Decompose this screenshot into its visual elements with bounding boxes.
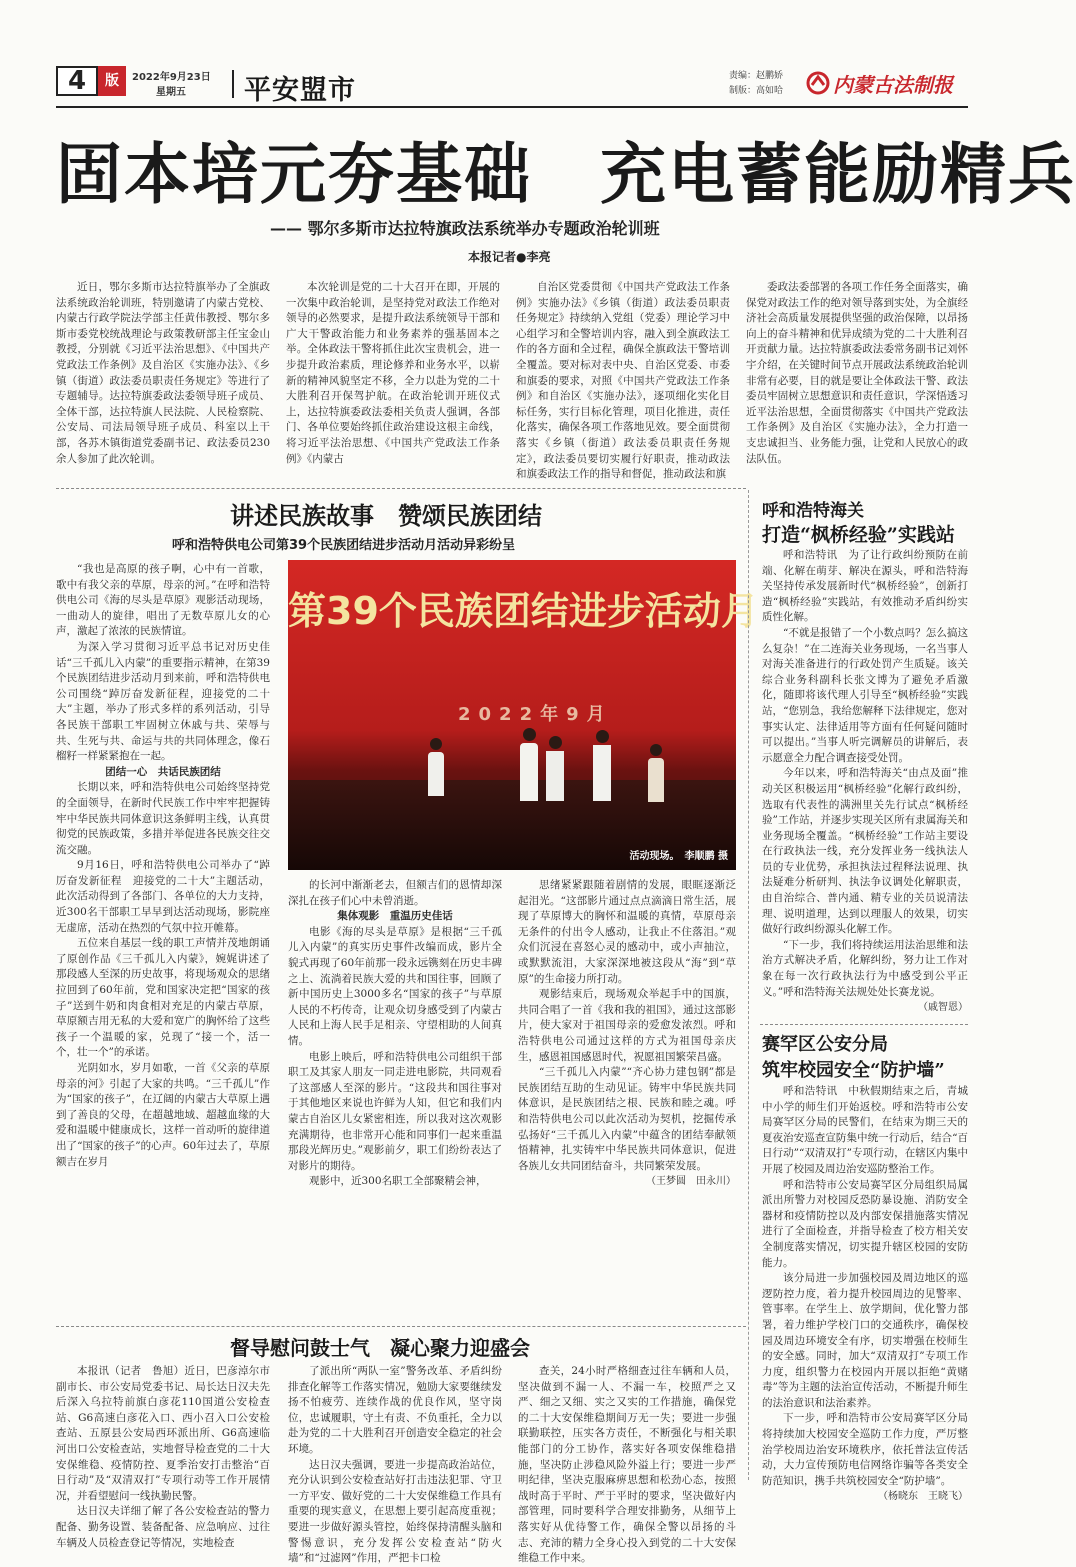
paragraph: “三千孤儿入内蒙”“齐心协力建包钢”都是民族团结互助的生动见证。铸牢中华民族共同体意识，是民族团结之根、民族和睦之魂。呼和浩特供电公司以此次活动为契机，挖掘传承弘扬好“三千孤儿入内蒙”中蕴含的团结奉献领悟精神，扎实铸牢中华民族共同体意识，促进各族儿女共同团结奋斗，共同繁荣发展。	[518, 1066, 736, 1172]
story3-signature: （戚智恩）	[918, 1002, 968, 1014]
story2-col-3	[518, 878, 736, 1318]
paragraph: 达日汉夫详细了解了各公安检查站的警力配备、勤务设置、装备配备、应急响应、过往车辆及人员检查登记等情况，实地检查	[56, 1505, 270, 1549]
performer	[520, 728, 538, 808]
issue-weekday: 星期五	[156, 87, 186, 98]
ban-label: 版	[105, 73, 119, 89]
story3-headline-2: 打造“枫桥经验”实践站	[762, 524, 955, 546]
story4-signature: （杨晓东 王晓飞）	[878, 1491, 968, 1503]
paragraph: 本次轮训是党的二十大召开在即，开展的一次集中政治轮训，是坚持党对政法工作绝对领导的必然要求，是提升政法系统领导干部和广大干警政治能力和业务素养的强基固本之举。全体政法干警将抓住此次宝贵机会，进一步提升政治素质，理论修养和业务水平，以崭新的精神风貌坚定不移，全力以赴为党的二十大胜利召开保驾护航。在政治轮训开班仪式上，达拉特旗委政法委相关负责人强调，各部门、各单位要始终抓住政治建设这根主命线，将习近平法治思想、《中国共产党政法工作条例》《内蒙古	[286, 281, 500, 465]
page-number-box	[56, 66, 98, 96]
photo-year: 2022年9月	[458, 704, 613, 725]
paragraph: 本报讯（记者 鲁旭）近日，巴彦淖尔市副市长、市公安局党委书记、局长达日汉夫先后深入乌拉特前旗白彦花110国道公安检查站、G6高速白彦花入口、西小召入口公安检查站、五原县公安局西环派出所、G6高速临河出口公安检查站，实地督导检查党的二十大安保维稳、疫情防控、夏季治安打击整治“百日行动”及“双清双打”专项行动等工作开展情况，并看望慰问一线执勤民警。	[56, 1365, 270, 1502]
paragraph: 自治区党委贯彻《中国共产党政法工作条例》实施办法》《乡镇（街道）政法委员职责任务规定》持续纳入党组（党委）理论学习中心组学习和全警培训内容，融入到全旗政法工作的各方面和全过程，确保全旗政法干警培训全覆盖。要对标对表中央、自治区党委、市委和旗委的要求，对照《中国共产党政法工作条例》和自治区《实施办法》，逐项细化实化目标任务，实行目标化管理，项目化推进，责任化落实，确保各项工作落地见效。要全面贯彻落实《乡镇（街道）政法委员职责任务规定》，政法委员要切实履行好职责，推动政法和旗委政法工作的指导和督促，推动政法和旗	[516, 281, 730, 481]
section-divider	[232, 70, 234, 98]
photo-banner: 第39个民族团结进步活动月	[288, 589, 759, 633]
story2-signature: （王梦圆 田永川）	[646, 1176, 736, 1188]
story5-col-3	[518, 1364, 736, 1565]
paragraph: 9月16日，呼和浩特供电公司举办了“踔厉奋发新征程 迎接党的二十大”主题活动，此次活动得到了各部门、各单位的大力支持，近300名干部职工早早到达活动现场，影院座无虚席，活动在热烈的气氛中拉开帷幕。	[56, 859, 270, 934]
lead-col-3	[516, 280, 730, 480]
paper-logo	[806, 68, 976, 98]
paragraph: 长期以来，呼和浩特供电公司始终坚持党的全面领导，在新时代民族工作中牢牢把握铸牢中华民族共同体意识这条鲜明主线，认真贯彻党的民族政策，多措并举促进各民族交往交流交融。	[56, 781, 270, 856]
story3-body	[762, 548, 968, 1018]
paragraph: “我也是高原的孩子啊，心中有一首歌，歌中有我父亲的草原，母亲的河。”在呼和浩特供电公司《海的尽头是草原》观影活动现场，一曲动人的旋律，唱出了无数草原儿女的心声，激起了浓浓的民族情谊。	[56, 563, 270, 638]
performer	[593, 730, 611, 806]
paragraph: 该分局进一步加强校园及周边地区的巡逻防控力度，着力提升校园周边的见警率、管事率。在学生上、放学期间，优化警力部署，着力维护学校门口的交通秩序，确保校园及周边环境安全有序，切实增强在校师生的安全感。同时，加大“双清双打”专项工作力度，组织警力在校园内开展以拒绝“黄赌毒”等为主题的法治宣传活动，不断提升师生的法治意识和法治素养。	[762, 1272, 968, 1409]
issue-date: 2022年9月23日	[132, 72, 211, 83]
paragraph: 电影上映后，呼和浩特供电公司组织干部职工及其家人朋友一同走进电影院，共同观看了这部感人至深的影片。“这段共和国往事对于其他地区来说也许鲜为人知，但它和我们内蒙古自治区儿女紧密相连，所以我对这次观影充满期待，也非常开心能和同事们一起来重温那段光辉历史。”观影前夕，职工们纷纷表达了对影片的期待。	[288, 1050, 502, 1172]
paragraph: 下一步，呼和浩特市公安局赛罕区分局将持续加大校园安全巡防工作力度，严厉整治学校周边治安环境秩序，依托普法宣传活动，大力宣传预防电信网络诈骗等各类安全防范知识，携手共筑校园安全“防护墙”。	[762, 1412, 968, 1487]
story5-col-2	[288, 1364, 502, 1565]
producer-credit: 制版：高如哈	[729, 86, 784, 96]
editor-credit: 责编：赵鹏娇	[729, 71, 784, 81]
paragraph: 近日，鄂尔多斯市达拉特旗举办了全旗政法系统政治轮训班，特别邀请了内蒙古党校、内蒙古行政学院法学部主任黄伟教授、鄂尔多斯市委党校统战理论与政策教研部主任宝金山教授，分别就《习近平法治思想》、《中国共产党政法工作条例》及自治区《实施办法》、《乡镇（街道）政法委员职责任务规定》等进行了专题辅导。达拉特旗委政法委领导班子成员、全体干部，达拉特旗人民法院、人民检察院、公安局、司法局领导班子成员、科室以上干部，各苏木镇街道党委副书记、政法委员230余人参加了此次轮训。	[56, 281, 270, 465]
paragraph: 呼和浩特讯 为了让行政纠纷预防在前端、化解在萌芽、解决在源头，呼和浩特海关坚持传承发展新时代“枫桥经验”，创新打造“枫桥经验”实践站，有效推动矛盾纠纷实质性化解。	[762, 549, 968, 624]
story2-headline: 讲述民族故事 赞颂民族团结	[230, 501, 542, 530]
story5-headline: 督导慰问鼓士气 凝心聚力迎盛会	[230, 1336, 530, 1360]
paragraph: “下一步，我们将持续运用法治思维和法治方式解决矛盾，化解纠纷，努力让工作对象在每一次行政执法行为中感受到公平正义。”呼和浩特海关法规处处长赛龙说。	[762, 938, 968, 998]
paragraph: 观影结束后，现场观众举起手中的国旗，共同合唱了一首《我和我的祖国》，通过这部影片，使大家对于祖国母亲的爱愈发浓烈。呼和浩特供电公司通过这样的方式为祖国母亲庆生，感恩祖国感恩时代，祝愿祖国繁荣昌盛。	[518, 988, 736, 1063]
paragraph: 的长河中渐渐老去，但额吉们的恩情却深深扎在孩子们心中未曾消逝。	[288, 879, 502, 907]
event-photo	[288, 560, 759, 870]
paragraph: 达日汉夫强调，要进一步提高政治站位，充分认识到公安检查站好打击违法犯罪、守卫一方平安、做好党的二十大安保维稳工作具有重要的现实意义，在思想上要引起高度重视；要进一步做好源头管控，始终保持清醒头脑和警惕意识，充分发挥公安检查站“防火墙”和“过滤网”作用，严把卡口检	[288, 1458, 502, 1565]
paper-name: 内蒙古法制报	[833, 73, 953, 97]
paragraph: 电影《海的尽头是草原》是根据“三千孤儿入内蒙”的真实历史事件改编而成，影片全貌式再现了60年前那一段永远镌刻在历史丰碑之上、流淌着民族大爱的共和国往事，回顾了新中国历史上3000多名“国家的孩子”与草原人民的不朽传奇，让观众切身感受到了内蒙古人民和上海人民手足相亲、守望相助的人间真情。	[288, 925, 502, 1047]
paragraph: 五位来自基层一线的职工声情并茂地朗诵了原创作品《三千孤儿入内蒙》，婉娓讲述了那段感人至深的历史故事，将现场观众的思绪拉回到了60年前，党和国家决定把“国家的孩子”送到牛奶和肉食相对充足的内蒙古草原，草原额吉用无私的大爱和宽广的胸怀给了这些孩子一个温暖的家，兑现了“接一个，活一个，壮一个”的承诺。	[56, 937, 270, 1059]
paragraph: 光阴如水，岁月如歌，一首《父亲的草原母亲的河》引起了大家的共鸣。“三千孤儿”作为“国家的孩子”，在辽阔的内蒙古大草原上遇到了善良的父母，在超越地域、超越血缘的大爱和温暖中健康成长，这样一首动听的旋律道出了“国家的孩子”的心声。60年过去了，草原额吉在岁月	[56, 1062, 270, 1168]
section-rule	[760, 1024, 968, 1025]
masthead-rule	[56, 106, 968, 108]
performer	[648, 744, 664, 808]
page-number: 4	[67, 66, 87, 96]
lead-col-1	[56, 280, 270, 480]
paragraph: 查关，24小时严格细查过往车辆和人员，坚决做到不漏一人、不漏一车，校照严之又严、细之又细、实之又实的工作措施，确保党的二十大安保维稳期间万无一失；要进一步强联勤联控，压实各方责任，不断强化与相关职能部门的分工协作，落实好各项安保维稳措施，坚决防止涉稳风险外溢上行；要进一步严明纪律，坚决克服麻痹思想和松劲心态，按照战时高于平时、严于平时的要求，坚决做好内部管理，同时要科学合理安排勤务，从细节上落实好从优待警工作，确保全警以昂扬的斗志、充沛的精力全身心投入到党的二十大安保维稳工作中来。	[518, 1365, 736, 1565]
paper-logo-icon	[806, 71, 830, 95]
story5-col-1	[56, 1364, 270, 1549]
section-rule	[56, 488, 746, 489]
paragraph: 观影中，近300名职工全部聚精会神，	[309, 1175, 487, 1188]
section-title: 平安盟市	[244, 75, 356, 106]
lead-headline: 固本培元夯基础 充电蓄能励精兵	[56, 135, 1076, 213]
paragraph: 呼和浩特市公安局赛罕区分局组织局属派出所警力对校园反恐防暴设施、消防安全器材和疫情防控以及内部安保措施落实情况进行了全面检查，并指导检查了校方相关安全制度落实情况，切实提升辖区校园的安防能力。	[762, 1178, 968, 1269]
story4-headline: 赛罕区公安分局	[762, 1034, 888, 1055]
column-divider	[748, 490, 749, 1480]
story2-col-2	[288, 878, 502, 1318]
performer	[546, 736, 564, 808]
paragraph: 了派出所“两队一室”警务改革、矛盾纠纷排查化解等工作落实情况，勉励大家要继续发扬不怕疲劳、连续作战的优良作风，坚守岗位，忠诚履职，守土有责、不负重托，全力以赴为党的二十大胜利召开创造安全稳定的社会环境。	[288, 1365, 502, 1455]
ban-tag	[98, 66, 126, 96]
section-rule	[56, 1326, 746, 1327]
lead-col-2	[286, 280, 500, 480]
paragraph: 今年以来，呼和浩特海关“由点及面”推动关区积极运用“枫桥经验”化解行政纠纷，选取有代表性的满洲里关先行试点“枫桥经验”工作站，并逐步实现关区所有隶属海关和业务现场全覆盖。“枫桥经验”工作站主要设在行政执法一线，充分发挥业务一线执法人员的专业优势，承担执法过程释法说理、执法疑难分析研判、执法争议调处化解职责，由自治综合、普内通、精专业的关员说清法理、说明道理，达到以理服人的效果，切实做好行政纠纷源头化解工作。	[762, 767, 968, 936]
story4-body	[762, 1084, 968, 1503]
paragraph: 委政法委部署的各项工作任务全面落实，确保党对政法工作的绝对领导落到实处，为全旗经济社会高质量发展提供坚强的政治保障，以昂扬向上的奋斗精神和优异成绩为党的二十大胜利召开贡献力量。达拉特旗委政法委常务副书记刘怀宇介绍，在关键时间节点开展政法系统政治轮训非常有必要，目的就是要让全体政法干警、政法委员牢固树立思想意识和责任意识，学深悟透习近平法治思想，全面贯彻落实《中国共产党政法工作条例》及自治区《实施办法》，全力打造一支忠诚担当、业务能力强，让党和人民放心的政法队伍。	[746, 281, 968, 465]
lead-col-4	[746, 280, 968, 480]
subheading: 集体观影 重温历史佳话	[337, 910, 453, 923]
paragraph: 呼和浩特讯 中秋假期结束之后，青城中小学的师生们开始返校。呼和浩特市公安局赛罕区分局的民警们，在结束为期三天的夏夜治安巡查宣防集中统一行动后，结合“百日行动”“双清双打”专项行动，在辖区内集中开展了校园及周边治安巡防整治工作。	[762, 1085, 968, 1175]
subheading: 团结一心 共话民族团结	[105, 765, 221, 778]
masthead	[56, 66, 968, 104]
paragraph: 思绪紧紧跟随着剧情的发展，眼眶逐渐泛起泪光。“这部影片通过点点滴滴日常生活，展现了草原博大的胸怀和温暖的真情，草原母亲无条件的付出令人感动，让我止不住落泪。”观众们沉浸在喜怒心灵的感动中，或小声抽泣，或默默流泪，大家深深地被这段从“海”到“草原”的生命接力所打动。	[518, 879, 736, 985]
paragraph: “不就是报错了一个小数点吗？怎么搞这么复杂！”在二连海关业务现场，一名当事人对海关准备进行的行政处罚产生质疑。该关综合业务科副科长张文博为了避免矛盾激化，随即将该代理人引导至“枫桥经验”实践站，“您别急，我给您解释下法律规定，您对事实认定、法律适用等方面有任何疑问随时可以提出。”当事人听完调解员的讲解后，表示愿意全力配合调查接受处罚。	[762, 626, 968, 764]
paragraph: 为深入学习贯彻习近平总书记对历史佳话“三千孤儿入内蒙”的重要指示精神，在第39个民族团结进步活动月到来前，呼和浩特供电公司围绕“踔厉奋发新征程，迎接党的二十大”主题，举办了形式多样的系列活动，引导各民族干部职工牢固树立休戚与共、荣辱与共、生死与共、命运与共的共同体理念，像石榴籽一样紧紧抱在一起。	[56, 640, 270, 763]
photo-caption: 活动现场。 李顺鹏 摄	[629, 851, 728, 862]
lead-byline: 本报记者●李亮	[468, 250, 551, 264]
performer	[428, 738, 444, 804]
lead-subtitle: —— 鄂尔多斯市达拉特旗政法系统举办专题政治轮训班	[270, 219, 660, 238]
story4-headline-2: 筑牢校园安全“防护墙”	[762, 1060, 945, 1081]
story3-headline: 呼和浩特海关	[762, 501, 864, 521]
story2-subtitle: 呼和浩特供电公司第39个民族团结进步活动月活动异彩纷呈	[172, 538, 516, 553]
